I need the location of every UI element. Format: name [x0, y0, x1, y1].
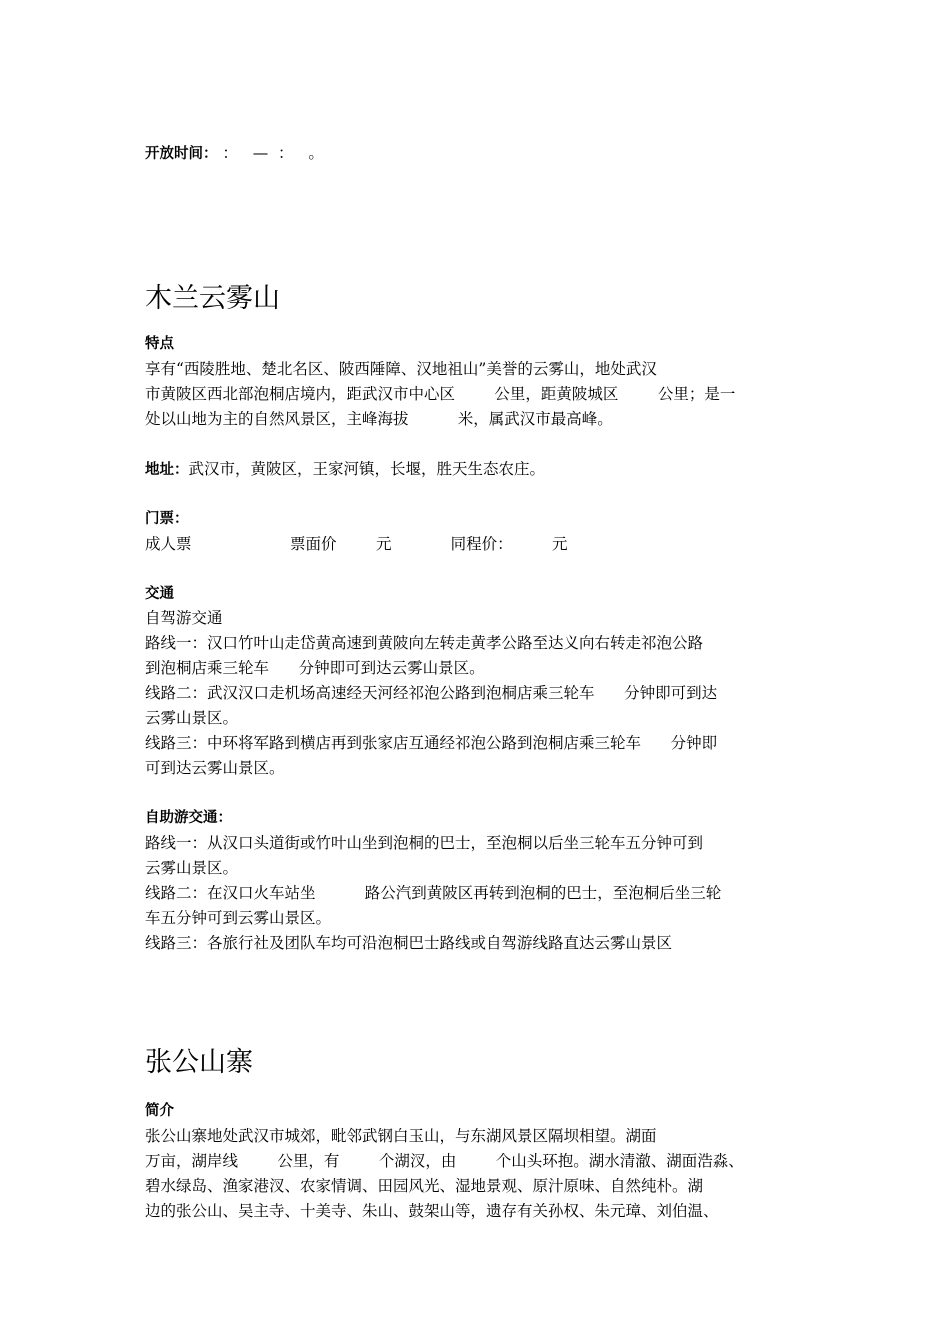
section-title-zhanggong: 张公山寨 [145, 1047, 253, 1078]
feature-line: 处以山地为主的自然风景区，主峰海拔 米，属武汉市最高峰。 [145, 410, 613, 428]
address-label: 地址： [145, 462, 189, 478]
opening-time-line [145, 143, 324, 164]
section-title-mulan: 木兰云雾山 [145, 283, 280, 314]
feature-label: 特点 [145, 336, 174, 352]
drive-line: 到泡桐店乘三轮车 分钟即可到达云雾山景区。 [145, 659, 485, 677]
ticket-line: 成人票 票面价 元 同程价： 元 [145, 535, 568, 553]
drive-label: 自驾游交通 [145, 609, 223, 627]
address-value: 武汉市，黄陂区，王家河镇，长堰，胜天生态农庄。 [188, 460, 546, 478]
drive-line: 可到达云雾山景区。 [145, 759, 285, 777]
opening-time-value: ： — ： 。 [217, 144, 324, 162]
intro-line: 万亩，湖岸线 公里，有 个湖汊，由 个山头环抱。湖水清澈、湖面浩淼、 [145, 1152, 744, 1170]
traffic-label: 交通 [145, 586, 174, 602]
self-tour-line: 线路二：在汉口火车站坐 路公汽到黄陂区再转到泡桐的巴士，至泡桐后坐三轮 [145, 884, 722, 902]
feature-line: 市黄陂区西北部泡桐店境内，距武汉市中心区 公里，距黄陂城区 公里；是一 [145, 385, 736, 403]
self-tour-line: 线路三：各旅行社及团队车均可沿泡桐巴士路线或自驾游线路直达云雾山景区 [145, 934, 673, 952]
ticket-label: 门票： [145, 511, 189, 527]
intro-label: 简介 [145, 1103, 174, 1119]
feature-line: 享有“西陵胜地、楚北名区、陂西陲障、汉地祖山”美誉的云雾山，地处武汉 [145, 360, 657, 378]
drive-line: 线路三：中环将军路到横店再到张家店互通经祁泡公路到泡桐店乘三轮车 分钟即 [145, 734, 718, 752]
self-tour-line: 云雾山景区。 [145, 859, 239, 877]
drive-line: 线路二：武汉汉口走机场高速经天河经祁泡公路到泡桐店乘三轮车 分钟即可到达 [145, 684, 718, 702]
drive-line: 路线一：汉口竹叶山走岱黄高速到黄陂向左转走黄孝公路至达义向右转走祁泡公路 [145, 634, 704, 652]
intro-line: 张公山寨地处武汉市城郊，毗邻武钢白玉山，与东湖风景区隔坝相望。湖面 [145, 1127, 657, 1145]
address-line [145, 459, 545, 480]
self-tour-line: 车五分钟可到云雾山景区。 [145, 909, 332, 927]
self-tour-line: 路线一：从汉口头道街或竹叶山坐到泡桐的巴士，至泡桐以后坐三轮车五分钟可到 [145, 834, 704, 852]
intro-line: 边的张公山、吴主寺、十美寺、朱山、鼓架山等，遗存有关孙权、朱元璋、刘伯温、 [145, 1202, 719, 1220]
drive-line: 云雾山景区。 [145, 709, 239, 727]
intro-line: 碧水绿岛、渔家港汊、农家情调、田园风光、湿地景观、原汁原味、自然纯朴。湖 [145, 1177, 704, 1195]
opening-time-label: 开放时间： [145, 146, 218, 162]
self-tour-label: 自助游交通： [145, 810, 232, 826]
